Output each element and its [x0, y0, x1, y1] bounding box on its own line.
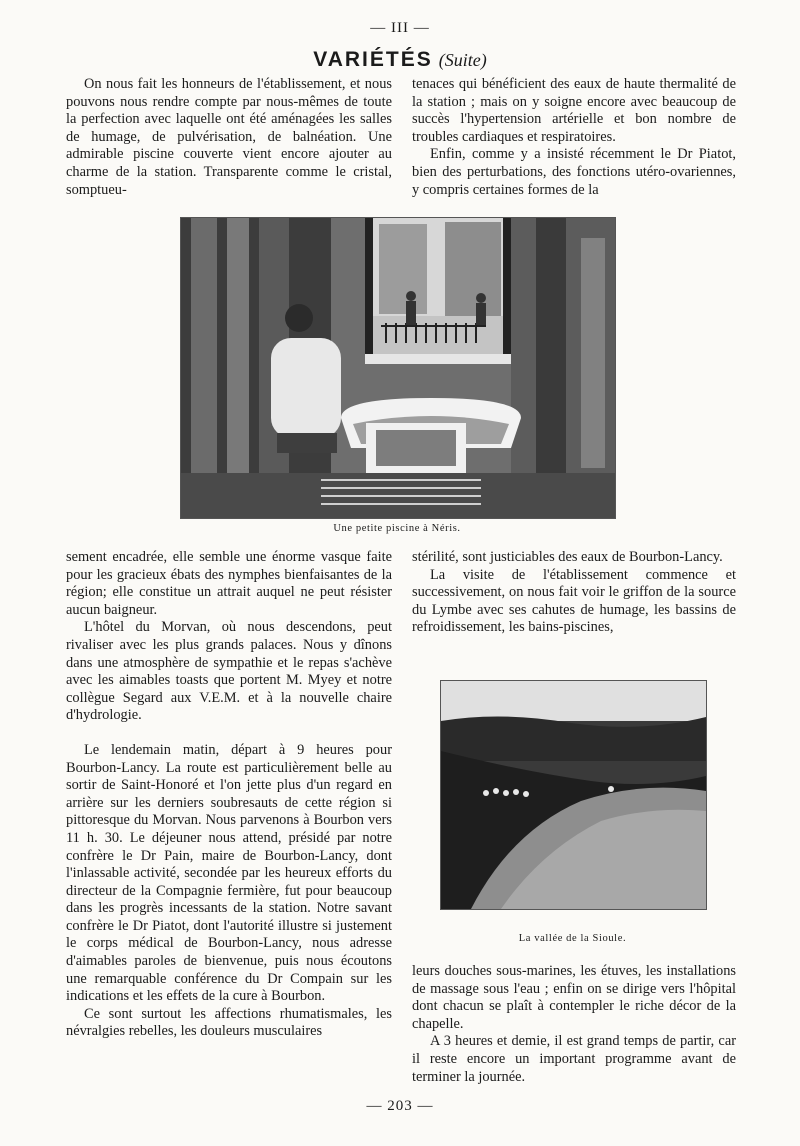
paragraph: tenaces qui bénéficient des eaux de haute thermalité de la station ; mais on y soigne encore avec beaucoup de succès l'hypertension artérielle et bon nombre de troubles cardiaques et respiratoires.: [412, 76, 736, 145]
pool-photo: [180, 217, 616, 519]
section-title: VARIÉTÉS: [313, 48, 433, 71]
section-title-suffix: (Suite): [438, 50, 487, 70]
top-right-column: [412, 76, 736, 199]
top-folio: — III —: [370, 20, 430, 36]
paragraph: La visite de l'établissement commence et successivement, on nous fait voir le griffon de la source du Lymbe avec ses cahutes de humage, les bassins de refroidissement, les bains-piscines,: [412, 566, 736, 636]
paragraph: leurs douches sous-marines, les étuves, les installations de massage sous l'eau ; enfin on se dirige vers l'hôpital dont chacun se plaît à contempler le riche décor de la chapelle.: [412, 963, 736, 1032]
paragraph: A 3 heures et demie, il est grand temps de partir, car il reste encore un important programme avant de terminer la journée.: [412, 1033, 736, 1085]
section-heading: [0, 48, 800, 72]
pool-photo-image: [181, 218, 615, 518]
bottom-right-column-upper: [412, 549, 736, 637]
paragraph: Le lendemain matin, départ à 9 heures pour Bourbon-Lancy. La route est particulièrement belle au sortir de Saint-Honoré et l'on jette plus d'un regard en arrière sur les derniers soubresauts de cette région si pittoresque du Morvan. Nous parvenons à Bourbon vers 11 h. 30. Le déjeuner nous attend, présidé par notre confrère le Dr Pain, maire de Bourbon-Lancy, dont l'inlassable activité, secondée par les heureux efforts du directeur de la Compagnie fermière, fut pour beaucoup dans les progrès incessants de la station. Notre savant confrère le Dr Piatot, dont l'autorité illustre si justement le corps médical de Bourbon-Lancy, nous adresse d'aimables paroles de bienvenue, puis nous écoutons une remarquable conférence du Dr Compain sur les indications et les effets de la cure à Bourbon.: [66, 741, 392, 1005]
paragraph: On nous fait les honneurs de l'établissement, et nous pouvons nous rendre compte par nous-mêmes de toute la perfection avec laquelle ont été aménagées les salles de humage, de pulvérisation, de balnéation. Une admirable piscine couverte vient encore ajouter au charme de la station. Transparente comme le cristal, somptueu-: [66, 76, 392, 198]
page-number: — 203 —: [366, 1098, 434, 1114]
paragraph: sement encadrée, elle semble une énorme vasque faite pour les gracieux ébats des nymphes bienfaisantes de la région; elle constitue un attrait auquel ne peut résister aucun baigneur.: [66, 549, 392, 618]
paragraph: L'hôtel du Morvan, où nous descendons, peut rivaliser avec les plus grands palaces. Nous y dînons dans une atmosphère de sympathie et le repas s'achève avec les aimables toasts que portent M. Myey et notre collègue Segard aux V.E.M. et à la nouvelle chaire d'hydrologie.: [66, 619, 392, 724]
top-left-column: [66, 76, 392, 199]
valley-photo: [440, 680, 707, 910]
valley-photo-image: [441, 681, 706, 909]
paragraph: stérilité, sont justiciables des eaux de Bourbon-Lancy.: [412, 549, 723, 565]
valley-photo-caption: La vallée de la Sioule.: [518, 933, 627, 944]
pool-photo-caption: Une petite piscine à Néris.: [333, 523, 461, 534]
bottom-left-column: [66, 549, 392, 1041]
bottom-right-column-lower: [412, 963, 736, 1086]
paragraph: Enfin, comme y a insisté récemment le Dr Piatot, bien des perturbations, des fonctions utéro-ovariennes, y compris certaines formes de la: [412, 146, 736, 198]
paragraph: Ce sont surtout les affections rhumatismales, les névralgies rebelles, les douleurs musculaires: [66, 1005, 392, 1040]
